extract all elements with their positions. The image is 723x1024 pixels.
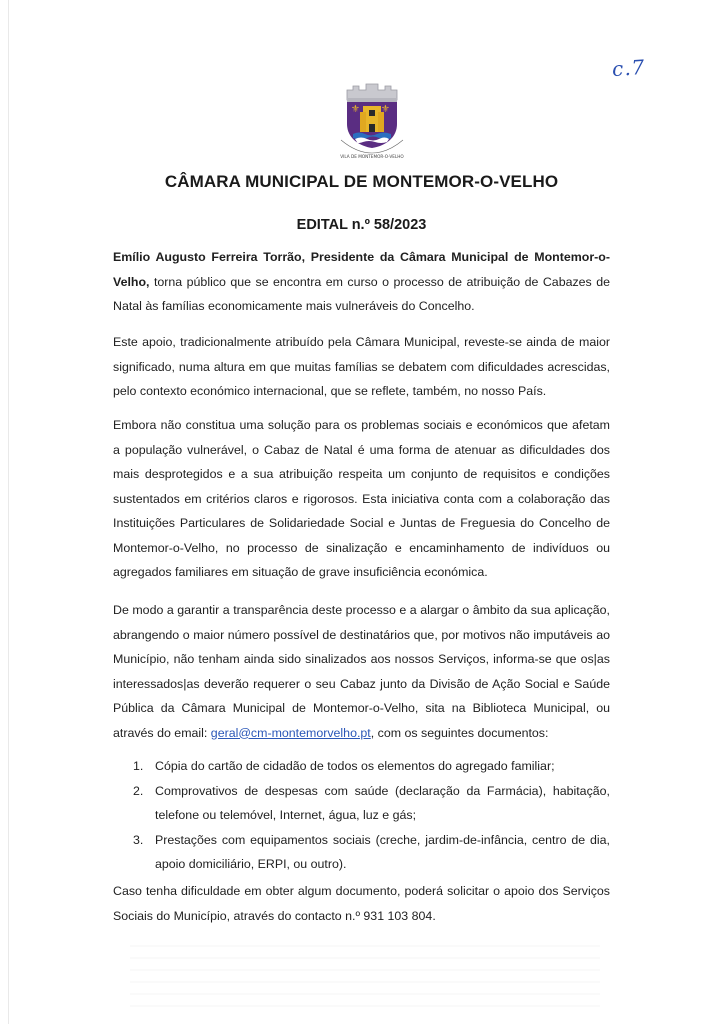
edital-number: EDITAL n.º 58/2023 — [296, 217, 427, 233]
list-number: 1. — [133, 759, 144, 773]
documents-list — [113, 754, 610, 877]
list-text: Comprovativos de despesas com saúde (declaração da Farmácia), habitação, telefone ou telemóvel, Internet, água, luz e gás; — [155, 783, 610, 822]
paragraph-intro — [113, 245, 610, 319]
paragraph-context — [113, 330, 610, 404]
list-item — [113, 754, 610, 779]
paragraph-request — [113, 598, 610, 745]
crest-motto: VILA DE MONTEMOR-O-VELHO — [340, 154, 404, 159]
list-text: Prestações com equipamentos sociais (creche, jardim-de-infância, centro de dia, apoio domiciliário, ERPI, ou outro). — [155, 832, 610, 871]
handwritten-annotation: c.7 — [611, 54, 647, 82]
municipal-crest-icon — [333, 80, 411, 162]
fleur-de-lis-left-icon: ⚜ — [351, 104, 360, 115]
request-text: De modo a garantir a transparência deste processo e a alargar o âmbito da sua aplicação, abrangendo o maior número possível de destinatários que, por motivos não imputáveis ao Município, não tenham ainda sido sinalizados aos nossos Serviços, informa-se que os|as interessados|as deverão requerer o seu Cabaz junto da Divisão de Ação Social e Saúde Pública da Câmara Municipal de Montemor-o-Velho, sita na Biblioteca Municipal, ou através do email: — [113, 603, 610, 740]
list-text: Cópia do cartão de cidadão de todos os elementos do agregado familiar; — [155, 759, 555, 773]
president-name: Emílio Augusto Ferreira Torrão, Presidente da Câmara Municipal de Montemor-o-Velho, — [113, 250, 610, 289]
context-text: Este apoio, tradicionalmente atribuído pela Câmara Municipal, reveste-se ainda de maior significado, numa altura em que muitas famílias se debatem com dificuldades acrescidas, pelo contexto económico internacional, que se reflete, também, no nosso País. — [113, 335, 610, 398]
bleed-through-shadow — [130, 945, 600, 1015]
contact-text: Caso tenha dificuldade em obter algum documento, poderá solicitar o apoio dos Serviços Sociais do Município, através do contacto n.º 931 103 804. — [113, 884, 610, 923]
email-link[interactable]: geral@cm-montemorvelho.pt — [210, 725, 371, 740]
criteria-text: Embora não constitua uma solução para os problemas sociais e económicos que afetam a população vulnerável, o Cabaz de Natal é uma forma de atenuar as dificuldades dos mais desprotegidos e a sua atribuição respeita um conjunto de requisitos e condições sustentados em critérios claros e rigorosos. Esta iniciativa conta com a colaboração das Instituições Particulares de Solidariedade Social e Juntas de Freguesia do Concelho de Montemor-o-Velho, no processo de sinalização e encaminhamento de indivíduos ou agregados familiares em situação de grave insuficiência económica. — [113, 418, 610, 579]
list-item — [113, 779, 610, 828]
paragraph-criteria — [113, 413, 610, 585]
fleur-de-lis-right-icon: ⚜ — [381, 104, 390, 115]
list-item — [113, 828, 610, 877]
paragraph-contact — [113, 879, 610, 928]
list-number: 3. — [133, 832, 144, 847]
intro-text: torna público que se encontra em curso o processo de atribuição de Cabazes de Natal às famílias economicamente mais vulneráveis do Concelho. — [113, 274, 610, 313]
page-edge — [8, 0, 9, 1024]
list-number: 2. — [133, 783, 144, 798]
request-text-end: , com os seguintes documentos: — [370, 725, 549, 740]
page-title: CÂMARA MUNICIPAL DE MONTEMOR-O-VELHO — [164, 172, 559, 191]
